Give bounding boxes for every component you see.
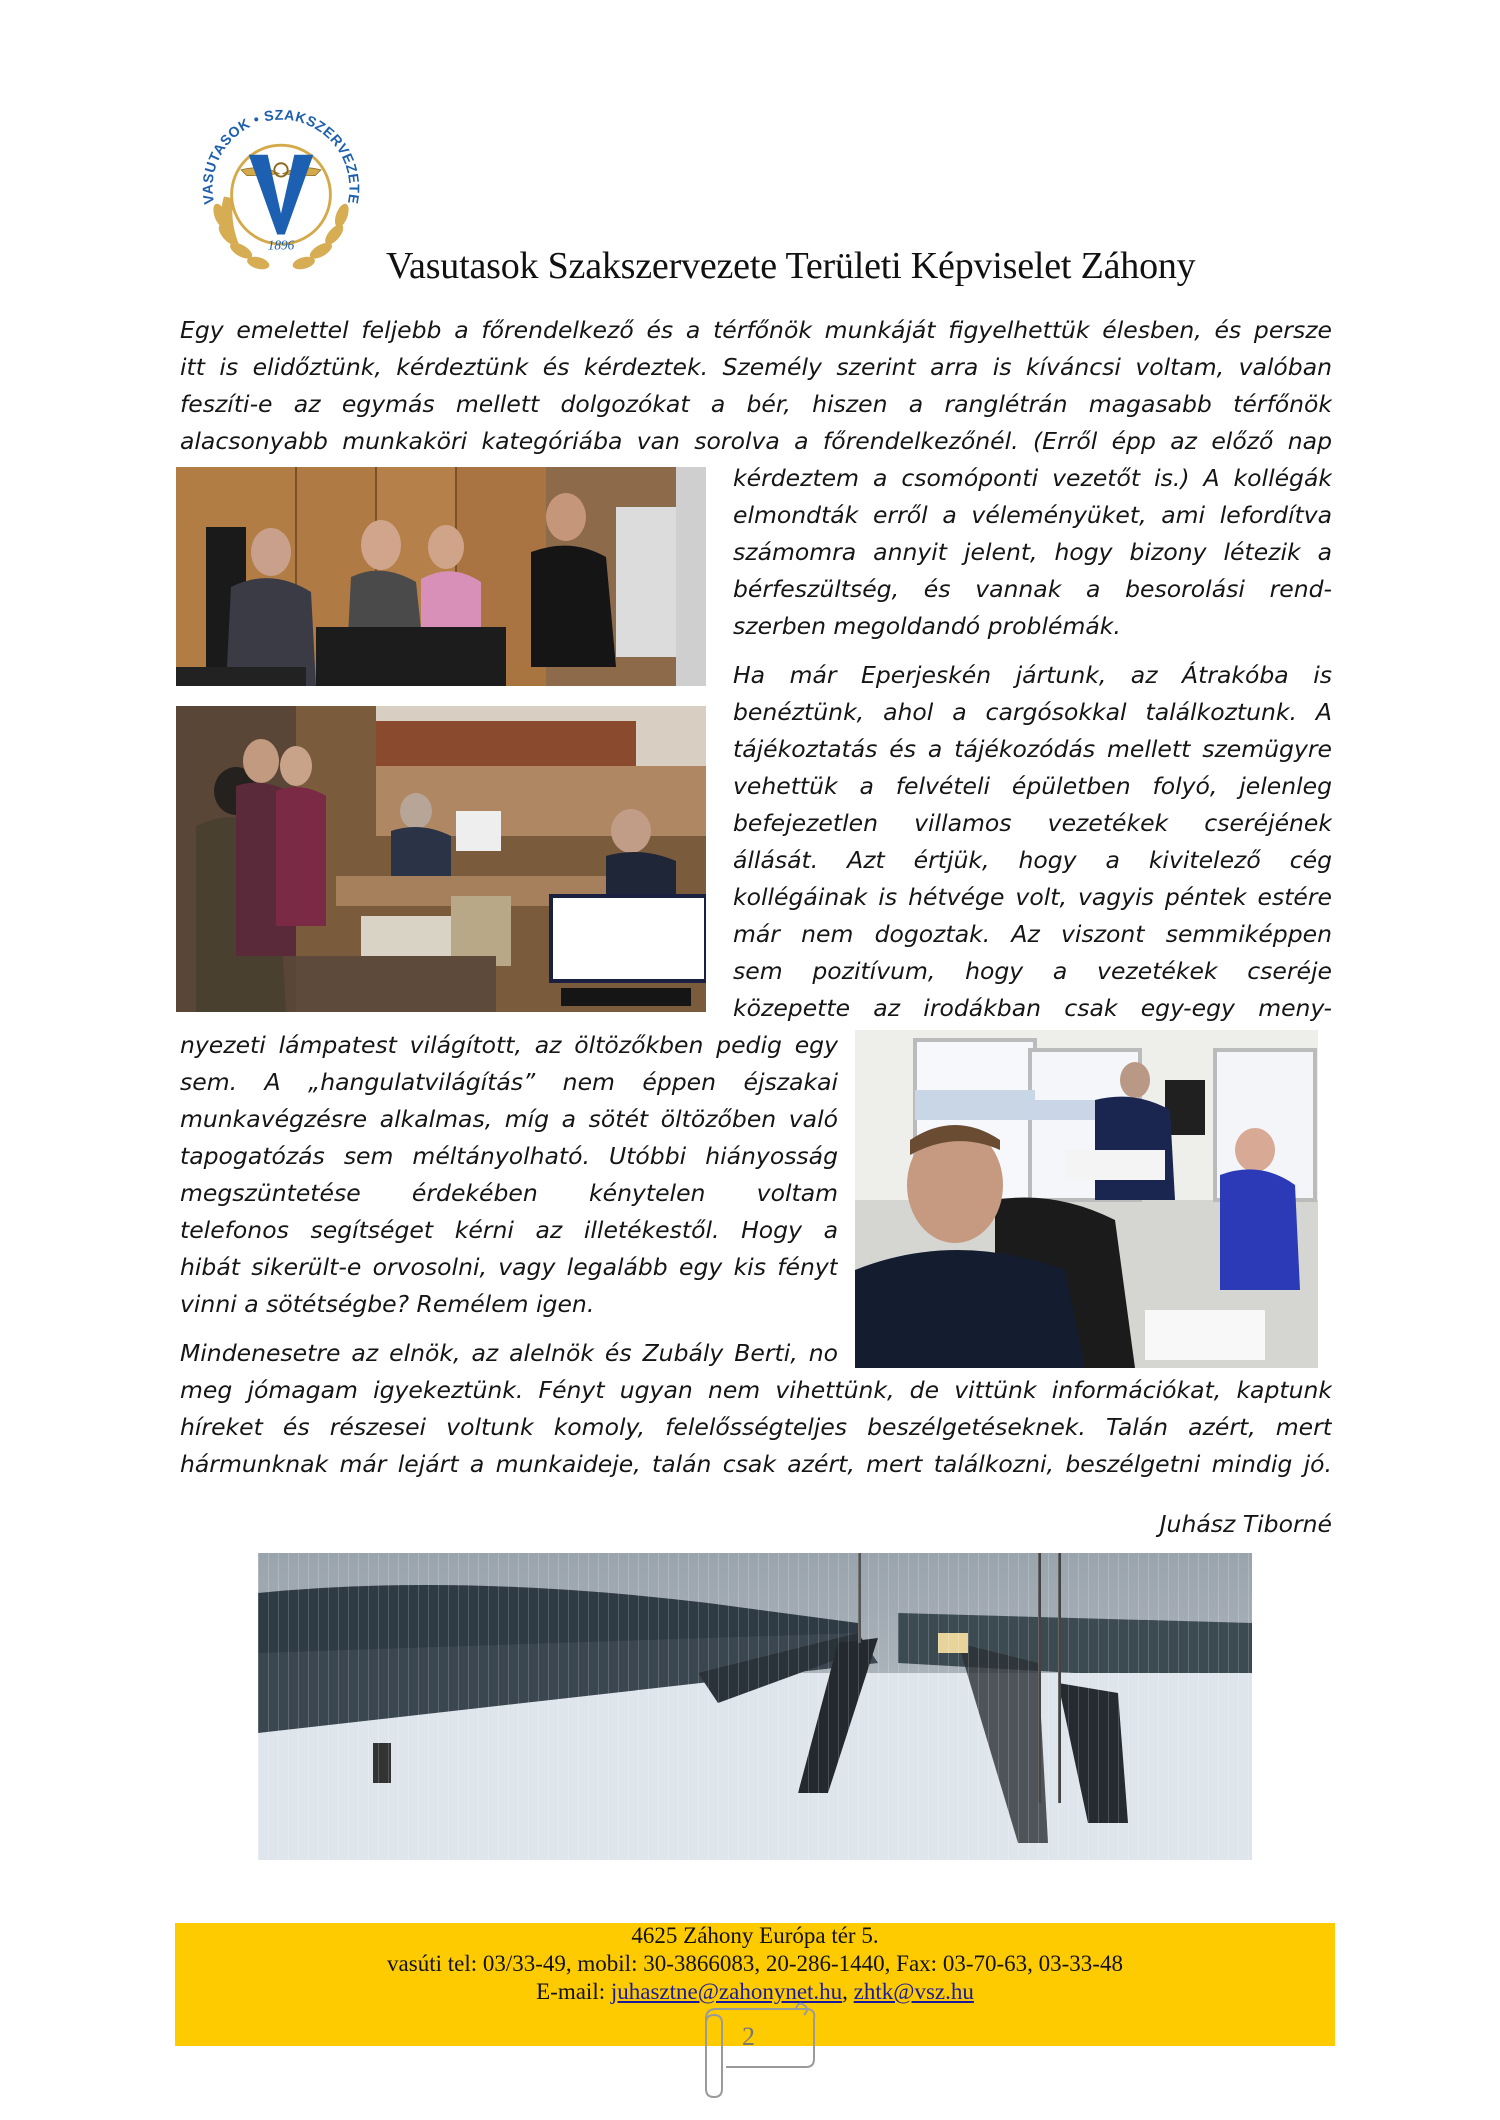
article-paragraph-3 <box>180 1335 838 1372</box>
page-number: 2 <box>742 2022 755 2051</box>
text-line: számomra annyit jelent, hogy bizony létezik a <box>733 538 1332 566</box>
text-line: vehettük a felvételi épületben folyó, jelenleg <box>733 772 1332 800</box>
photo-meeting-seated <box>176 467 706 686</box>
text-line: befejezetlen villamos vezetékek cseréjének <box>733 809 1332 837</box>
text-line: Ha már Eperjeskén jártunk, az Átrakóba is <box>733 661 1332 689</box>
text-line: itt is elidőztünk, kérdeztünk és kérdeztek. Személy szerint arra is kíváncsi voltam, valóban <box>180 353 1332 381</box>
text-line: vinni a sötétségbe? Remélem igen. <box>180 1290 595 1318</box>
author-signature: Juhász Tiborné <box>1159 1510 1332 1538</box>
text-line: Mindenesetre az elnök, az alelnök és Zubály Berti, no <box>180 1339 838 1367</box>
text-line: telefonos segítséget kérni az illetékestől. Hogy a <box>180 1216 838 1244</box>
footer-email-separator: , <box>842 1979 854 2004</box>
article-paragraph-2 <box>733 657 1332 1027</box>
text-line: nyezeti lámpatest világított, az öltözőkben pedig egy <box>180 1031 838 1059</box>
photo-control-room <box>855 1030 1318 1368</box>
text-line: Egy emelettel feljebb a főrendelkező és a térfőnök munkáját figyelhettük élesben, és persze <box>180 316 1332 344</box>
text-line: feszíti-e az egymás mellett dolgozókat a bér, hiszen a ranglétrán magasabb térfőnök <box>180 390 1332 418</box>
text-line: alacsonyabb munkaköri kategóriába van sorolva a főrendelkezőnél. (Erről épp az előző nap <box>180 427 1332 455</box>
photo-rail-yard <box>258 1553 1252 1860</box>
article-paragraph-1 <box>180 312 1332 460</box>
text-line: sem pozitívum, hogy a vezetékek cseréje <box>733 957 1332 985</box>
union-logo <box>186 92 376 282</box>
footer-phones: vasúti tel: 03/33-49, mobil: 30-3866083, 20-286-1440, Fax: 03-70-63, 03-33-48 <box>387 1951 1123 1976</box>
text-line: tapogatózás sem méltányolható. Utóbbi hiányosság <box>180 1142 838 1170</box>
email-link-zhtk[interactable]: zhtk@vsz.hu <box>853 1979 974 2004</box>
text-line: meg jómagam igyekeztünk. Fényt ugyan nem vihettünk, de vittünk információkat, kaptunk <box>180 1376 1332 1404</box>
signature-block <box>180 1506 1332 1543</box>
text-line: állását. Azt értjük, hogy a kivitelező cég <box>733 846 1332 874</box>
text-line: hibát sikerült-e orvosolni, vagy legalább egy kis fényt <box>180 1253 838 1281</box>
text-line: benéztünk, ahol a cargósokkal találkoztunk. A <box>733 698 1332 726</box>
text-line: kérdeztem a csomóponti vezetőt is.) A kollégák <box>733 464 1332 492</box>
text-line: tájékoztatás és a tájékozódás mellett szemügyre <box>733 735 1332 763</box>
text-line: szerben megoldandó problémák. <box>733 612 1121 640</box>
scroll-icon <box>686 1999 826 2099</box>
article-paragraph-1-continued <box>733 460 1332 645</box>
svg-text:VASUTASOK • SZAKSZERVEZETE: VASUTASOK • SZAKSZERVEZETE <box>200 107 362 206</box>
article-paragraph-2-continued <box>180 1027 838 1323</box>
text-line: elmondták erről a véleményüket, ami lefordítva <box>733 501 1332 529</box>
svg-text:1896: 1896 <box>267 237 295 253</box>
footer-email-label: E-mail: <box>536 1979 611 2004</box>
text-line: munkavégzésre alkalmas, míg a sötét öltözőben való <box>180 1105 838 1133</box>
text-line: közepette az irodákban csak egy-egy meny- <box>733 994 1332 1022</box>
photo-office-desks <box>176 706 706 1012</box>
text-line: már nem dogoztak. Az viszont semmiképpen <box>733 920 1332 948</box>
text-line: bérfeszültség, és vannak a besorolási rend- <box>733 575 1332 603</box>
text-line: híreket és részesei voltunk komoly, felelősségteljes beszélgetéseknek. Talán azért, mert <box>180 1413 1332 1441</box>
text-line: sem. A „hangulatvilágítás” nem éppen éjszakai <box>180 1068 838 1096</box>
footer-address: 4625 Záhony Európa tér 5. <box>631 1923 879 1948</box>
text-line: megszüntetése érdekében kénytelen voltam <box>180 1179 838 1207</box>
page-title: Vasutasok Szakszervezete Területi Képviselet Záhony <box>386 245 1196 287</box>
article-paragraph-3-continued <box>180 1372 1332 1483</box>
text-line: kollégáinak is hétvége volt, vagyis péntek estére <box>733 883 1332 911</box>
email-link-juhasztne[interactable]: juhasztne@zahonynet.hu <box>610 1979 843 2004</box>
text-line: hármunknak már lejárt a munkaideje, talán csak azért, mert találkozni, beszélgetni mindig jó. <box>180 1450 1332 1478</box>
